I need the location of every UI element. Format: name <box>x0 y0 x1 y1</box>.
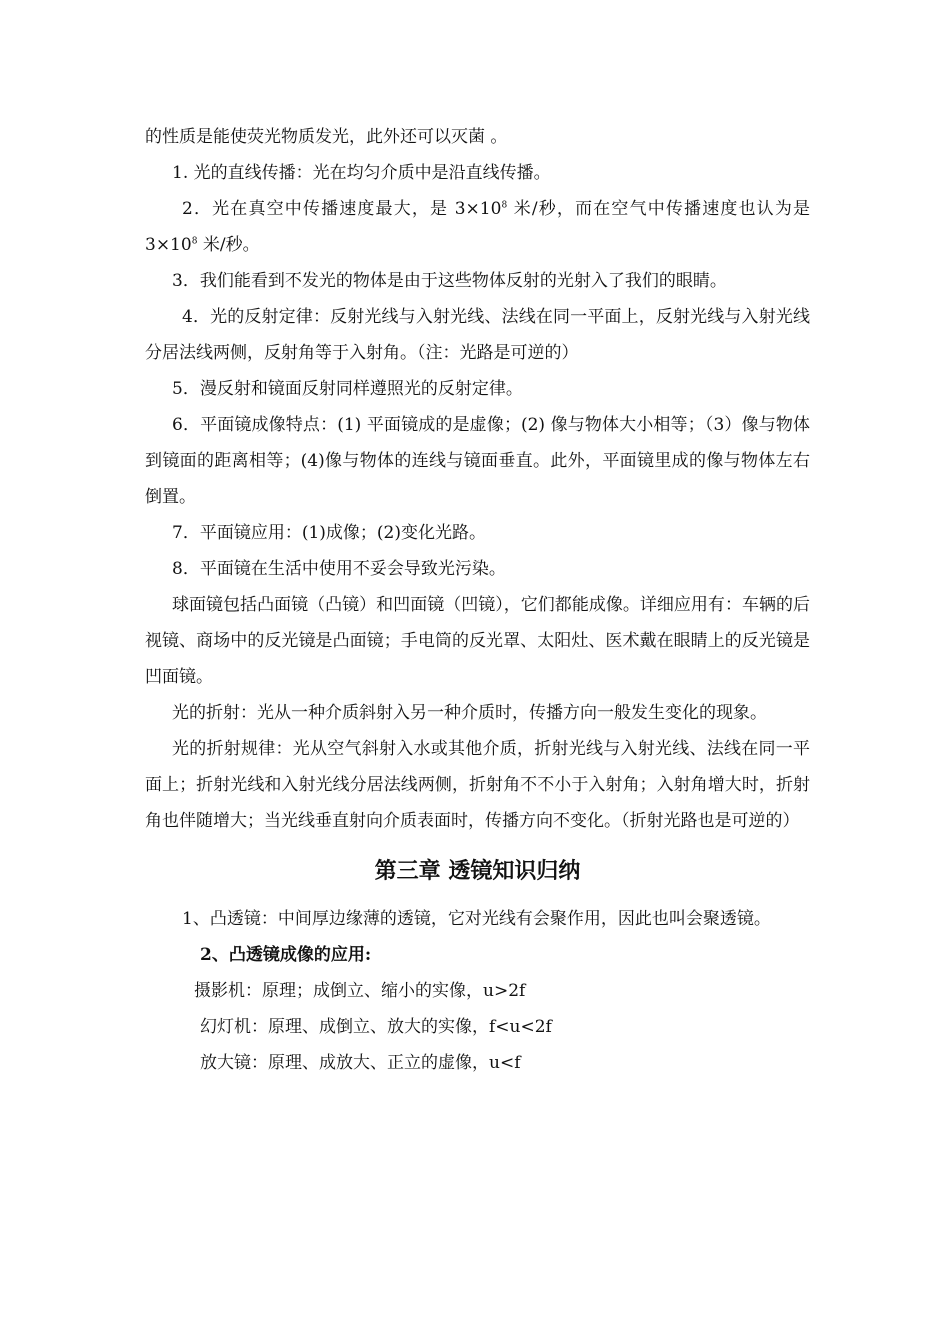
paragraph-seeing-objects: 3．我们能看到不发光的物体是由于这些物体反射的光射入了我们的眼睛。 <box>172 271 727 291</box>
subheading-applications: 2、凸透镜成像的应用: <box>200 945 372 965</box>
speed-text-1: 2．光在真空中传播速度最大，是 3×10 <box>182 199 502 219</box>
application-magnifier: 放大镜：原理、成放大、正立的虚像，u<f <box>200 1053 521 1073</box>
document-body <box>145 119 810 1081</box>
paragraph-refraction-law: 光的折射规律：光从空气斜射入水或其他介质，折射光线与入射光线、法线在同一平面上；折射光线和入射光线分居法线两侧，折射角不不小于入射角；入射角增大时，折射角也伴随增大；当光线垂直射向介质表面时，传播方向不变化。（折射光路也是可逆的） <box>145 739 810 831</box>
paragraph-convex-lens: 1、凸透镜：中间厚边缘薄的透镜，它对光线有会聚作用，因此也叫会聚透镜。 <box>182 909 771 929</box>
chapter-title: 第三章 透镜知识归纳 <box>374 859 581 884</box>
paragraph-rectilinear-propagation: 1. 光的直线传播：光在均匀介质中是沿直线传播。 <box>172 163 551 183</box>
paragraph-uv-light: 的性质是能使荧光物质发光，此外还可以灭菌 。 <box>145 127 508 147</box>
exponent-2: 8 <box>191 236 198 247</box>
speed-text-2: 米/秒，而在空气中传播速度也认为是 3×10 <box>145 199 810 255</box>
application-projector: 幻灯机：原理、成倒立、放大的实像，f<u<2f <box>200 1017 552 1037</box>
paragraph-plane-mirror-features: 6．平面镜成像特点：(1) 平面镜成的是虚像；(2) 像与物体大小相等；（3）像与物体到镜面的距离相等；(4)像与物体的连线与镜面垂直。此外，平面镜里成的像与物体左右倒置。 <box>145 415 810 507</box>
speed-text-3: 米/秒。 <box>197 235 260 255</box>
paragraph-law-of-reflection: 4．光的反射定律：反射光线与入射光线、法线在同一平面上，反射光线与入射光线分居法线两侧，反射角等于入射角。（注：光路是可逆的） <box>145 307 810 363</box>
paragraph-speed-of-light <box>145 191 810 263</box>
paragraph-plane-mirror-uses: 7．平面镜应用：(1)成像；(2)变化光路。 <box>172 523 486 543</box>
paragraph-light-pollution: 8．平面镜在生活中使用不妥会导致光污染。 <box>172 559 506 579</box>
paragraph-spherical-mirrors: 球面镜包括凸面镜（凸镜）和凹面镜（凹镜），它们都能成像。详细应用有：车辆的后视镜、商场中的反光镜是凸面镜；手电筒的反光罩、太阳灶、医术戴在眼睛上的反光镜是凹面镜。 <box>145 595 810 687</box>
paragraph-diffuse-reflection: 5．漫反射和镜面反射同样遵照光的反射定律。 <box>172 379 523 399</box>
paragraph-refraction: 光的折射：光从一种介质斜射入另一种介质时，传播方向一般发生变化的现象。 <box>172 703 767 723</box>
application-camera: 摄影机：原理；成倒立、缩小的实像，u>2f <box>194 981 526 1001</box>
exponent-1: 8 <box>501 200 508 211</box>
